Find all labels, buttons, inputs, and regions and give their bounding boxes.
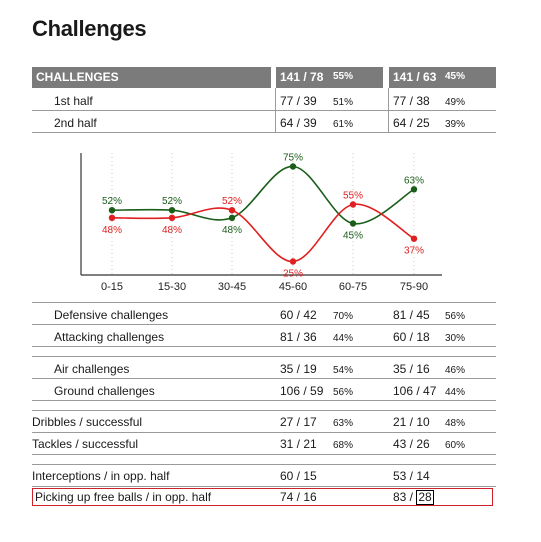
team-a-value: 60 / 15	[280, 469, 317, 483]
divider	[32, 486, 496, 487]
data-point	[411, 236, 417, 242]
team-b-boxed-value: 28	[418, 490, 432, 504]
team-b-pct: 45%	[445, 71, 466, 82]
team-a-value: 64 / 39	[280, 116, 317, 130]
data-point	[411, 186, 417, 192]
team-b-value: 64 / 25	[393, 116, 430, 130]
data-label: 48%	[101, 224, 123, 236]
team-a-value: 77 / 39	[280, 94, 317, 108]
header-label: CHALLENGES	[36, 70, 119, 84]
data-label: 55%	[342, 190, 364, 202]
data-label: 52%	[101, 196, 123, 208]
data-point	[169, 215, 175, 221]
row-label: Ground challenges	[54, 384, 155, 398]
team-b-value: 81 / 45	[393, 308, 430, 322]
data-point	[169, 207, 175, 213]
team-b-pct: 48%	[445, 418, 466, 429]
data-point	[350, 201, 356, 207]
team-b-pct: 39%	[445, 119, 466, 130]
team-a-value: 74 / 16	[280, 490, 317, 504]
team-a-header	[276, 67, 383, 88]
x-tick-label: 0-15	[100, 281, 124, 293]
divider	[32, 132, 496, 133]
x-tick-label: 60-75	[338, 281, 368, 293]
team-a-value: 106 / 59	[280, 384, 324, 398]
divider	[32, 110, 496, 111]
x-tick-label: 75-90	[399, 281, 429, 293]
row-label: Interceptions / in opp. half	[32, 469, 170, 483]
row-label: Attacking challenges	[54, 330, 165, 344]
team-b-value: 53 / 14	[393, 469, 430, 483]
page-title: Challenges	[32, 16, 147, 41]
data-point	[109, 215, 115, 221]
team-b-value: 77 / 38	[393, 94, 430, 108]
team-b-value: 43 / 26	[393, 437, 430, 451]
team-a-pct: 44%	[333, 333, 354, 344]
divider	[32, 324, 496, 325]
row-label: 1st half	[54, 94, 93, 108]
team-a-pct: 54%	[333, 365, 354, 376]
divider	[32, 378, 496, 379]
row-label: Picking up free balls / in opp. half	[35, 490, 212, 504]
data-point	[350, 220, 356, 226]
row-label: 2nd half	[54, 116, 97, 130]
team-b-pct: 60%	[445, 440, 466, 451]
data-label: 45%	[342, 230, 364, 242]
team-a-value: 35 / 19	[280, 362, 317, 376]
data-point	[290, 258, 296, 264]
team-a-value: 27 / 17	[280, 415, 317, 429]
team-a-pct: 55%	[333, 71, 354, 82]
divider	[32, 302, 496, 303]
data-label: 37%	[403, 245, 425, 257]
data-label: 52%	[161, 196, 183, 208]
x-tick-label: 15-30	[157, 281, 187, 293]
team-b-total: 141 / 63	[393, 70, 437, 84]
team-b-pct: 49%	[445, 97, 466, 108]
challenges-header	[32, 67, 271, 88]
series-line	[112, 166, 414, 223]
team-a-pct: 68%	[333, 440, 354, 451]
team-a-value: 81 / 36	[280, 330, 317, 344]
team-b-prefix: 83 /	[393, 490, 414, 504]
team-a-pct: 61%	[333, 119, 354, 130]
divider	[32, 400, 496, 401]
team-a-pct: 51%	[333, 97, 354, 108]
divider	[32, 356, 496, 357]
x-tick-label: 45-60	[278, 281, 308, 293]
row-label: Defensive challenges	[54, 308, 169, 322]
row-label: Dribbles / successful	[32, 415, 143, 429]
team-a-value: 60 / 42	[280, 308, 317, 322]
team-b-pct: 46%	[445, 365, 466, 376]
team-b-pct: 56%	[445, 311, 466, 322]
data-label: 48%	[161, 224, 183, 236]
row-label: Tackles / successful	[32, 437, 139, 451]
team-b-value: 106 / 47	[393, 384, 437, 398]
data-point	[109, 207, 115, 213]
data-label: 63%	[403, 175, 425, 187]
series-line	[112, 204, 414, 261]
data-label: 52%	[221, 196, 243, 208]
team-b-header	[389, 67, 496, 88]
team-b-value	[393, 490, 434, 505]
team-b-pct: 44%	[445, 387, 466, 398]
challenges-by-period-chart	[0, 143, 541, 293]
team-b-value: 60 / 18	[393, 330, 430, 344]
data-point	[229, 207, 235, 213]
divider	[32, 464, 496, 465]
divider	[32, 410, 496, 411]
divider	[32, 454, 496, 455]
data-label: 25%	[282, 268, 304, 280]
team-b-pct: 30%	[445, 333, 466, 344]
team-a-value: 31 / 21	[280, 437, 317, 451]
data-point	[229, 215, 235, 221]
team-a-pct: 70%	[333, 311, 354, 322]
x-tick-label: 30-45	[217, 281, 247, 293]
team-b-value: 21 / 10	[393, 415, 430, 429]
team-a-pct: 63%	[333, 418, 354, 429]
divider	[32, 432, 496, 433]
divider	[32, 346, 496, 347]
team-a-pct: 56%	[333, 387, 354, 398]
data-label: 48%	[221, 224, 243, 236]
team-a-total: 141 / 78	[280, 70, 324, 84]
row-label: Air challenges	[54, 362, 130, 376]
data-point	[290, 163, 296, 169]
data-label: 75%	[282, 152, 304, 164]
team-b-value: 35 / 16	[393, 362, 430, 376]
